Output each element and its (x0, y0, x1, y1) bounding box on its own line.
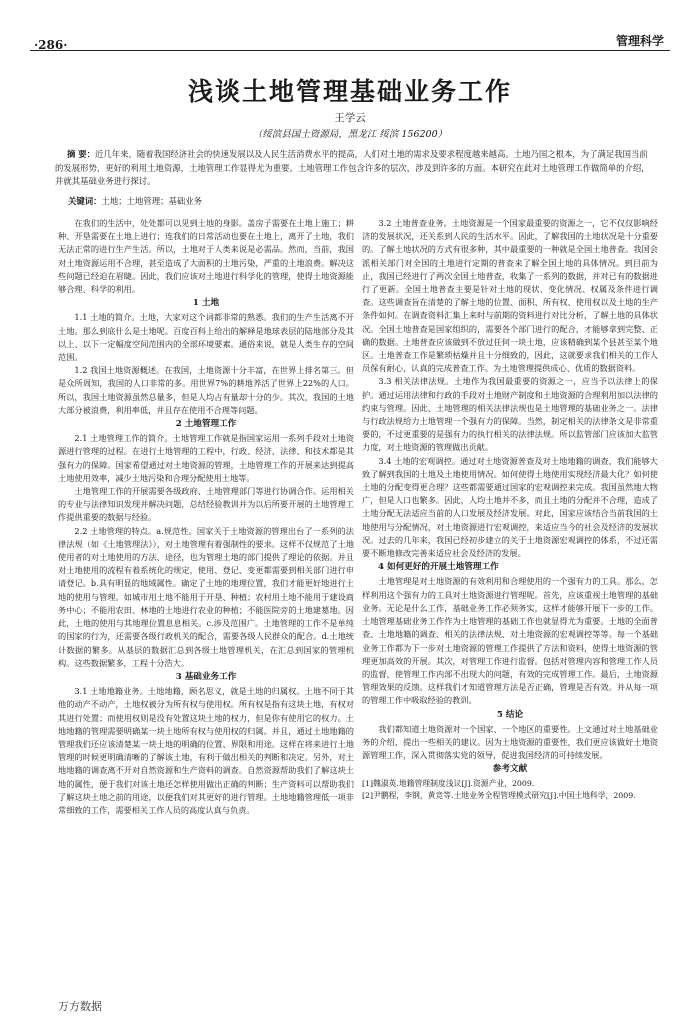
section-3-2: 3.2 土地普查业务。土地资源是一个国家最重要的资源之一，它不仅仅影响经济的发展状况，还关系到人民的生活水平。因此，了解我国的土地状况是十分重要的。了解土地状况的方式有很多种，其中最重要的一种就是全国土地普查。我国会派相关部门对全国的土地进行定期的普查来了解全国土地的具体情况。到目前为止，我国已经进行了两次全国土地普查，收集了一系列的数据，并对已有的数据进行了更新。全国土地普查主要是针对土地的现状、变化情况、权属及条件进行调查。这些调查旨在清楚的了解土地的位置、面积、所有权、使用权以及土地的生产条件如何。在调查资料汇集上来时与前期的资料进行对比分析，了解土地的具体状况。全国土地普查是国家组织的，需要各个部门进行的配合，才能够拿到完整、正确的数据。土地普查应该做到不放过任何一块土地，应该精确到某个县甚至某个地区。土地普查工作是繁琐枯燥并且十分细致的，因此，这就要求我们相关的工作人员保有耐心，认真的完成普查工作。为土地管理提供成心、优质的数据资料。 (362, 218, 658, 374)
references-heading: 参考文献 (492, 764, 528, 775)
abstract-text: 近几年来，随着我国经济社会的快速发展以及人民生活消费水平的提高，人们对土地的需求及要求程度越来越高。土地乃国之根本，为了满足我国当前的发展形势，更好的利用土地资源，土地管理工作显得尤为重要。土地管理工作包含许多的层次，涉及到许多的方面。本研究在此对土地管理工作做简单的介绍，并就其基础业务进行探讨。 (55, 149, 650, 186)
section-2-2: 2.2 土地管理的特点。a.规范性。国家关于土地资源的管理出台了一系列的法律法规（如《土地管理法》），对土地管理有着强制性的要求。这样不仅规范了土地使用者的对土地使用的方法、途径，也为管理土地的部门提供了理论的依据。并且对土地使用的流程有着系统化的规定，使用、登记、变更都需要到相关部门进行申请登记。b.具有明显的地域属性。确定了土地的地理位置，我们才能更好地进行土地的使用与管理。如城市用土地不能用于开垦、种植；农村用土地不能用于建设商务中心；不能用农田、林地的土地进行农业的种植；不能医院旁的土地建墓地。因此，土地的使用与其地理位置息息相关。c.涉及范围广。土地管理的工作不是单纯的国家的行为，还需要各级行政机关的配合，需要各级人民群众的配合。d.土地统计数据的繁多。从基层的数据汇总到各级土地管理机关，在汇总到国家的管理机构。这些数据繁多，工程十分浩大。 (58, 525, 354, 668)
reference-item: [2]尹鹏程，李钢，黄竞等.土地业务全程管理模式研究[J].中国土地科学，2009. (362, 791, 636, 801)
right-column (362, 217, 658, 977)
abstract-label: 摘 要： (67, 149, 96, 159)
keywords-text: 土地；土地管理；基础业务 (101, 196, 202, 206)
intro-paragraph: 在我们的生活中，处处都可以见到土地的身影。盖房子需要在土地上施工；耕种、开垦需要在土地上进行；连我们的日常活动也要在土地上，离开了土地，我们无法正常的进行生产生活。所以，土地对于人类来说是必需品。然而，当前，我国对土地资源运用不合理，甚至造成了大面积的土地污染，严重的土地浪费。解决这些问题已经迫在眉睫。因此，我们应该对土地进行科学化的管理，使得土地资源能够合理、科学的利用。 (58, 218, 354, 295)
section-4-heading: 4 如何更好的开展土地管理工作 (378, 562, 499, 573)
affiliation: （绥滨县国土资源局，黑龙江 绥滨 156200） (252, 129, 448, 140)
author: 王学云 (334, 112, 366, 124)
keywords (68, 195, 202, 207)
reference-item: [1]魏淑英.地籍管理制度浅议[J].资源产业，2009. (362, 778, 535, 788)
section-3-3: 3.3 相关法律法规。土地作为我国最重要的资源之一，应当予以法律上的保护。通过运用法律和行政的手段对土地财产制度和土地资源的合理利用加以法律的约束与管理。因此，土地管理的相关法律法规也是土地管理的基础业务之一。法律与行政法规给力土地管理一个强有力的保障。当然，制定相关的法律条文是非常重要的，不过更重要的是强有力的执行相关的法律法规。所以监管部门应该加大监管力度，对土地资源的管理做出贡献。 (362, 376, 658, 453)
section-5-text: 我们都知道土地资源对一个国家、一个地区的重要性。上文通过对土地基础业务的介绍，提出一些相关的建议。因为土地资源的重要性，我们更应该做好土地资源管理工作，深入贯彻落实党的领导，促进我国经济的可持续发展。 (362, 723, 658, 761)
journal-name: 管理科学 (615, 34, 664, 48)
section-2-1b: 土地管理工作的开展需要各级政府、土地管理部门等进行协调合作。运用相关的专业与法律知识发现并解决问题，总结经验教训并为以后所要开展的土地管理工作提供重要的数据与经验。 (58, 486, 354, 523)
section-3-heading: 3 基础业务工作 (175, 671, 237, 682)
section-3-1: 3.1 土地地籍业务。土地地籍，顾名思义，就是土地的归属权。土地不同于其他的动产不动产，土地权被分为所有权与使用权。所有权是指有这块土地，有权对其进行处置；而使用权则是没有处置这块土地的权力，但是你有使用它的权力。土地地籍的管理需要明确某一块土地所有权与使用权的归属。并且，通过土地地籍的管理我们还应该清楚某一块土地的明确的位置、界限和用途。这样在将来进行土地管理的时候更明确清晰的了解该土地，有利于做出相关的判断和决定。另外，对土地地籍的调查离不开对自然资源和生产资料的调查。自然资源帮助我们了解这块土地的属性，便于我们对该土地还怎样使用做出正确的判断；生产资料可以帮助我们了解这块土地之前的用途，以便我们对其更好的进行管理。土地地籍管理低一项非常细致的工作，需要相关工作人员的高度认真与负责。 (58, 686, 354, 815)
article-title: 浅谈土地管理基础业务工作 (187, 77, 512, 106)
left-column (58, 217, 354, 977)
footer-watermark: 万方数据 (58, 1000, 102, 1013)
abstract (55, 148, 655, 189)
page-number: ·286· (34, 38, 68, 52)
header-rule (30, 50, 670, 51)
section-1-heading: 1 土地 (192, 298, 220, 309)
section-3-4: 3.4 土地的宏观调控。通过对土地资源普查及对土地地籍的调查，我们能够大致了解到我国的土地及土地使用情况。如何使得土地使用实现经济最大化？如何使土地的分配变得更合理？这些都需要通过国家的宏观调控来完成。我国虽然地大物广，但是人口也繁多。因此，人均土地并不多，而且土地的分配并不合理，造成了土地分配无法适应当前的人口发展及经济发展。对此，国家应该结合当前我国的土地使用与分配情况，对土地资源进行宏观调控，来适应当今的社会及经济的发展状况。过去的几年来，我国已经初步建立的关于土地资源宏观调控的体系，不过还需要不断地修改完善来适应社会及经济的发展。 (362, 455, 658, 559)
section-2-heading: 2 土地管理工作 (175, 419, 237, 430)
section-1-1: 1.1 土地的简介。土地，大家对这个词都非常的熟悉。我们的生产生活离不开土地。那么到底什么是土地呢。百度百科上给出的解释是地球表层的陆地部分及其以上、以下一定幅度空间范围内的全部环境要素。通俗来说，就是人类生存的空间范围。 (58, 312, 354, 363)
section-4-text: 土地管理是对土地资源的有效利用和合理使用的一个强有力的工具。那么，怎样利用这个强有力的工具对土地资源进行管理呢。首先，应该重视土地管理的基础业务。无论是什么工作，基础业务工作必须务实，这样才能够开展下一步的工作。土地管理基础业务工作作为土地管理的基础工作也就显得尤为重要。土地的全面普查、土地地籍的调查、相关的法律法规、对土地资源的宏观调控等等。每一个基础业务工作都为下一步对土地资源的管理工作提供了方法和资料，使得土地资源的管理更加高效的开展。其次，对管理工作进行监督。包括对管理内容和管理工作人员的监督，使管理工作内部不出现大的问题，有效的完成管理工作。最后，土地资源管理效果的反馈。这样我们才知道管理方法是否正确，管理是否有效。并从每一项的管理工作中吸取经验的教训。 (362, 576, 658, 706)
section-1-2: 1.2 我国土地资源概述。在我国，土地资源十分丰富，在世界上排名第三。但是众所周知，我国的人口非常的多。用世界7%的耕地养活了世界上22%的人口。所以，我国土地资源虽然总量多，但是人均占有量却十分的少。其次，我国的土地大部分被浪费，利用率低，并且存在使用不合理等问题。 (58, 365, 354, 415)
keywords-label: 关键词： (68, 196, 102, 206)
page-header (30, 30, 670, 54)
section-5-heading: 5 结论 (496, 709, 524, 720)
references-list (362, 778, 658, 803)
section-2-1: 2.1 土地管理工作的简介。土地管理工作就是指国家运用一系列手段对土地资源进行管理的过程。在进行土地管理的工程中，行政、经济、法律、和技术都是其强有力的保障。国家希望通过对土地资源的管理，土地管理工作的开展来达到提高土地使用效率，减少土地污染和合理分配使用土地等。 (58, 433, 354, 483)
